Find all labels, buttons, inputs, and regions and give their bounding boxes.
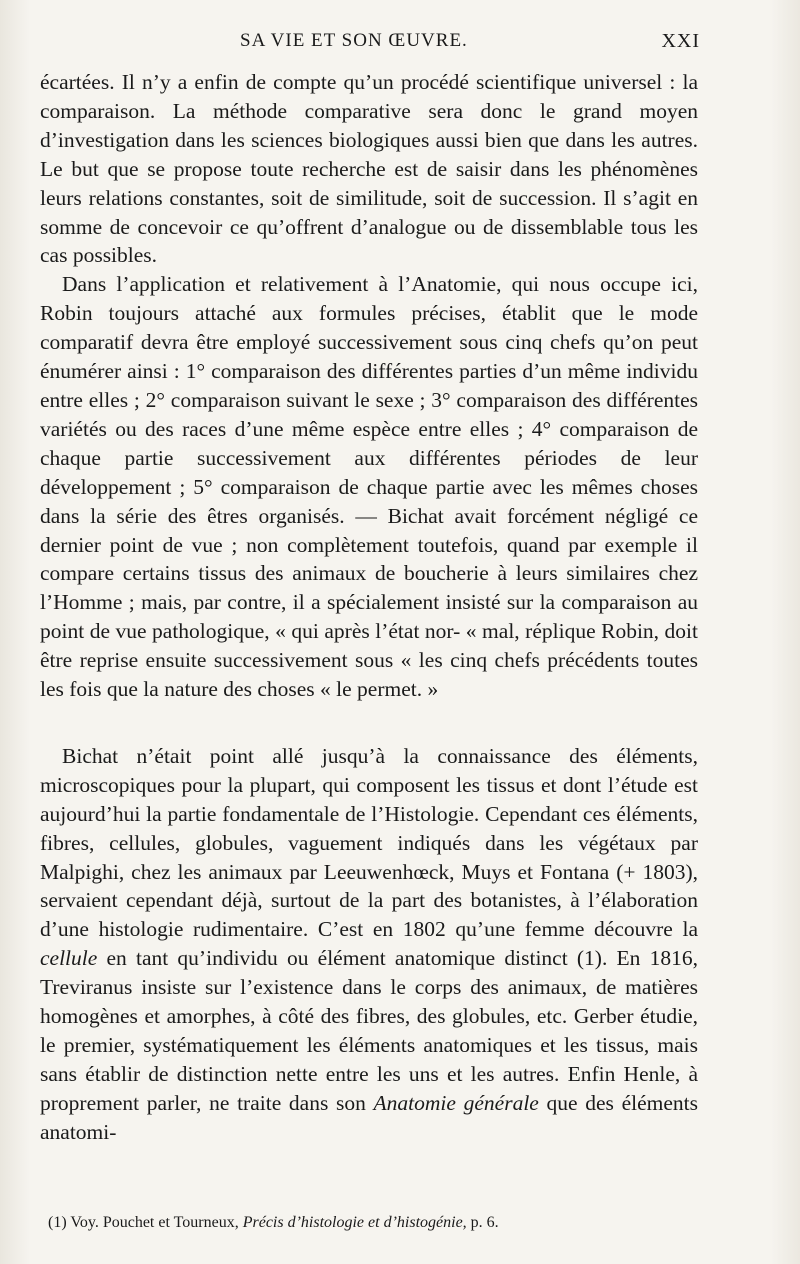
- running-title: SA VIE ET SON ŒUVRE.: [240, 30, 468, 51]
- paragraph-3: [40, 742, 698, 1147]
- paragraph-3-text-c: que des éléments anatomi-: [40, 1090, 698, 1144]
- italic-cellule: cellule: [40, 946, 98, 971]
- footnote-book-title: Précis d’histologie et d’histogénie,: [242, 1214, 467, 1231]
- paragraph-1: écartées. Il n’y a enfin de compte qu’un procédé scientifique universel : la comparaison. La méthode comparative sera donc le grand moyen d’investigation dans les sciences biologiques aussi bien que dans les autres. Le but que se propose toute recherche est de saisir dans les phénomènes leurs relations constantes, soit de similitude, soit de succession. Il s’agit en somme de concevoir ce qu’offrent d’analogue ou de dissemblable tous les cas possibles.: [40, 70, 698, 268]
- paragraph-3-text-b: en tant qu’individu ou élément anatomique distinct (1). En 1816, Treviranus insiste sur l’existence dans le corps des animaux, de matières homogènes et amorphes, à côté des fibres, des globules, etc. Gerber étudie, le premier, systématiquement les éléments anatomiques et les tissus, mais sans établir de distinction nette entre les uns et les autres. Enfin Henle, à proprement parler, ne traite dans son: [40, 946, 698, 1115]
- paragraph-gap: [40, 704, 698, 742]
- paragraph-2: Dans l’application et relativement à l’Anatomie, qui nous occupe ici, Robin toujours attaché aux formules précises, établit que le mode comparatif devra être employé successivement sous cinq chefs qu’on peut énumérer ainsi : 1° comparaison des différentes parties d’un même individu entre elles ; 2° comparaison suivant le sexe ; 3° comparaison des différentes variétés ou des races d’une même espèce entre elles ; 4° comparaison de chaque partie successivement aux différentes périodes de leur développement ; 5° comparaison de chaque partie avec les mêmes choses dans la série des êtres organisés. — Bichat avait forcément négligé ce dernier point de vue ; non complètement toutefois, quand par exemple il compare certains tissus des animaux de boucherie à leurs similaires chez l’Homme ; mais, par contre, il a spécialement insisté sur la comparaison au point de vue pathologique, « qui après l’état nor- « mal, réplique Robin, doit être reprise ensuite successivement sous « les cinq chefs précédents toutes les fois que la nature des choses « le permet. »: [40, 272, 698, 702]
- italic-anatomie-generale: Anatomie générale: [373, 1090, 539, 1115]
- body-text: [40, 68, 698, 1147]
- page-number: XXI: [661, 30, 700, 52]
- footnote-text-b: p. 6.: [466, 1214, 499, 1231]
- paragraph-3-text-a: Bichat n’était point allé jusqu’à la connaissance des éléments, microscopiques pour la plupart, qui composent les tissus et dont l’étude est aujourd’hui la partie fondamentale de l’Histologie. Cependant ces éléments, fibres, cellules, globules, vaguement indiqués dans les végétaux par Malpighi, chez les animaux par Leeuwenhœck, Muys et Fontana (+ 1803), servaient cependant déjà, surtout de la part des botanistes, à l’élaboration d’une histologie rudimentaire. C’est en 1802 qu’une femme découvre la: [40, 743, 698, 942]
- page-header: [40, 30, 700, 58]
- footnote: [48, 1213, 668, 1233]
- footnote-text-a: (1) Voy. Pouchet et Tourneux,: [48, 1214, 243, 1231]
